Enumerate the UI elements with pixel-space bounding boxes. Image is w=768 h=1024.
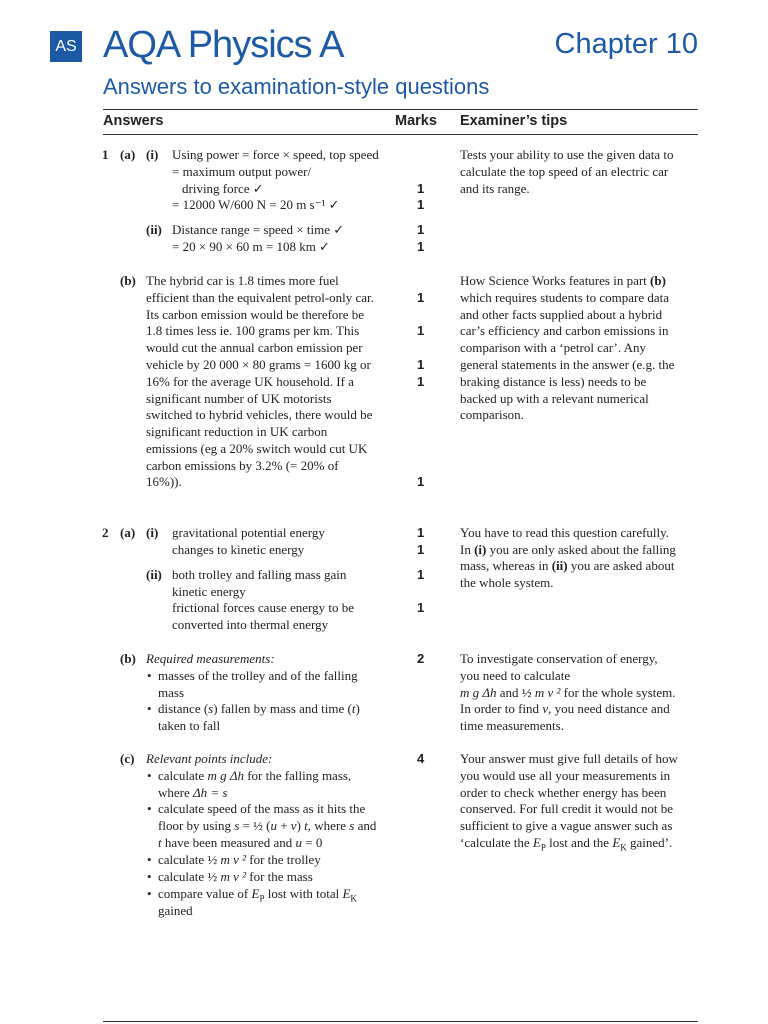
- tip-line: How Science Works features in part (b): [460, 273, 666, 288]
- tip-line: ‘calculate the $E_P$ lost and the $E_K$ gained’.: [460, 835, 673, 853]
- part-label-2a: (a): [120, 525, 136, 540]
- section-heading: Required measurements:: [146, 651, 275, 666]
- tip-line: m g Δh and ½ m v ² for the whole system.: [460, 685, 676, 700]
- answer-line: Using power = force × speed, top speed: [172, 147, 379, 162]
- tip-line: braking distance is less) needs to be: [460, 374, 647, 389]
- answer-line: = maximum output power/: [172, 164, 312, 179]
- answer-line: converted into thermal energy: [172, 617, 329, 632]
- answer-line: 1.8 times less ie. 100 grams per km. This: [146, 323, 360, 338]
- answer-line: Distance range = speed × time ✓: [172, 222, 345, 237]
- tip-line: order to check whether energy has been: [460, 785, 667, 800]
- tip-line: Tests your ability to use the given data to: [460, 147, 674, 162]
- bullet-item: • calculate ½ m v ² for the mass: [158, 868, 313, 885]
- answer-line: kinetic energy: [172, 584, 246, 599]
- mark-value: 1: [417, 600, 425, 615]
- answer-line: floor by using s = ½ (u + v) t, where s and: [158, 818, 377, 833]
- footer-rule: [103, 1021, 698, 1022]
- section-heading: Relevant points include:: [146, 751, 273, 766]
- mark-value: 1: [417, 290, 425, 305]
- mark-value: 1: [417, 181, 425, 196]
- part-label-1b: (b): [120, 273, 136, 288]
- mark-value: 1: [417, 374, 425, 389]
- answer-line: significant number of UK motorists: [146, 391, 332, 406]
- tip-line: comparison with a ‘petrol car’. Any: [460, 340, 647, 355]
- tip-line: comparison.: [460, 407, 524, 422]
- col-header-answers: Answers: [103, 113, 164, 129]
- bullet-item: • distance (s) fallen by mass and time (t): [158, 700, 360, 717]
- bullet-item: • masses of the trolley and of the falling: [158, 667, 358, 684]
- col-header-marks: Marks: [395, 113, 437, 129]
- col-header-tips: Examiner’s tips: [460, 113, 568, 129]
- header-rule-top: [103, 109, 698, 110]
- question-number-1: 1: [102, 147, 109, 162]
- tip-line: and its range.: [460, 181, 530, 196]
- tip-line: conserved. For full credit it would not be: [460, 801, 674, 816]
- mark-value: 1: [417, 542, 425, 557]
- chapter-label: Chapter 10: [554, 28, 698, 60]
- bullet-item: • calculate m g Δh for the falling mass,: [158, 767, 351, 784]
- answer-line: taken to fall: [158, 718, 221, 733]
- tip-line: and other facts supplied about a hybrid: [460, 307, 663, 322]
- subpart-label-2ai: (i): [146, 525, 159, 540]
- answer-line: carbon emissions by 3.2% (= 20% of: [146, 458, 339, 473]
- part-label-1a: (a): [120, 147, 136, 162]
- answer-line: would cut the annual carbon emission per: [146, 340, 363, 355]
- tip-line: time measurements.: [460, 718, 564, 733]
- mark-value: 1: [417, 567, 425, 582]
- answer-line: both trolley and falling mass gain: [172, 567, 347, 582]
- mark-value: 1: [417, 239, 425, 254]
- mark-value: 1: [417, 357, 425, 372]
- mark-value: 1: [417, 222, 425, 237]
- question-number-2: 2: [102, 525, 109, 540]
- answer-line: changes to kinetic energy: [172, 542, 305, 557]
- tip-line: car’s efficiency and carbon emissions in: [460, 323, 669, 338]
- tip-line: the whole system.: [460, 575, 554, 590]
- answer-line: 16%)).: [146, 474, 182, 489]
- part-label-2c: (c): [120, 751, 135, 766]
- tip-line: which requires students to compare data: [460, 290, 670, 305]
- answer-line: frictional forces cause energy to be: [172, 600, 355, 615]
- answer-line: gravitational potential energy: [172, 525, 325, 540]
- page-subtitle: Answers to examination-style questions: [103, 74, 490, 99]
- part-label-2b: (b): [120, 651, 136, 666]
- tip-line: you would use all your measurements in: [460, 768, 671, 783]
- tip-line: In (i) you are only asked about the falling: [460, 542, 676, 557]
- answer-line: driving force ✓: [182, 181, 264, 196]
- tip-line: In order to find v, you need distance and: [460, 701, 670, 716]
- bullet-item: • compare value of $E_P$ lost with total $E_K$: [158, 885, 357, 908]
- brand-title: AQA Physics A: [103, 24, 344, 66]
- answer-line: emissions (eg a 20% switch would cut UK: [146, 441, 368, 456]
- tip-line: Your answer must give full details of how: [460, 751, 678, 766]
- bullet-item: • calculate ½ m v ² for the trolley: [158, 851, 321, 868]
- answer-line: Its carbon emission would be therefore be: [146, 307, 365, 322]
- answer-line: where Δh = s: [158, 785, 228, 800]
- answer-line: t have been measured and u = 0: [158, 835, 323, 850]
- as-badge: AS: [50, 31, 82, 62]
- mark-value: 1: [417, 474, 425, 489]
- answer-line: mass: [158, 685, 184, 700]
- answer-line: = 20 × 90 × 60 m = 108 km ✓: [172, 239, 330, 254]
- tip-line: you need to calculate: [460, 668, 571, 683]
- subpart-label-1ai: (i): [146, 147, 159, 162]
- answer-line: 16% for the average UK household. If a: [146, 374, 354, 389]
- answer-line: = 12000 W/600 N = 20 m s⁻¹ ✓: [172, 197, 340, 212]
- subpart-label-1aii: (ii): [146, 222, 162, 237]
- tip-line: You have to read this question carefully.: [460, 525, 670, 540]
- answer-line: vehicle by 20 000 × 80 grams = 1600 kg or: [146, 357, 371, 372]
- answer-line: efficient than the equivalent petrol-only car.: [146, 290, 374, 305]
- tip-line: calculate the top speed of an electric car: [460, 164, 669, 179]
- tip-line: mass, whereas in (ii) you are asked about: [460, 558, 675, 573]
- answer-line: switched to hybrid vehicles, there would be: [146, 407, 373, 422]
- answer-line: significant reduction in UK carbon: [146, 424, 328, 439]
- answer-line: gained: [158, 903, 193, 918]
- tip-line: To investigate conservation of energy,: [460, 651, 658, 666]
- mark-value: 4: [417, 751, 425, 766]
- tip-line: sufficient to give a vague answer such as: [460, 818, 673, 833]
- mark-value: 2: [417, 651, 425, 666]
- header-rule-bottom: [103, 134, 698, 135]
- mark-value: 1: [417, 323, 425, 338]
- mark-value: 1: [417, 525, 425, 540]
- answer-line: The hybrid car is 1.8 times more fuel: [146, 273, 339, 288]
- tip-line: backed up with a relevant numerical: [460, 391, 649, 406]
- mark-value: 1: [417, 197, 425, 212]
- bullet-item: • calculate speed of the mass as it hits the: [158, 800, 365, 817]
- subpart-label-2aii: (ii): [146, 567, 162, 582]
- tip-line: general statements in the answer (e.g. the: [460, 357, 675, 372]
